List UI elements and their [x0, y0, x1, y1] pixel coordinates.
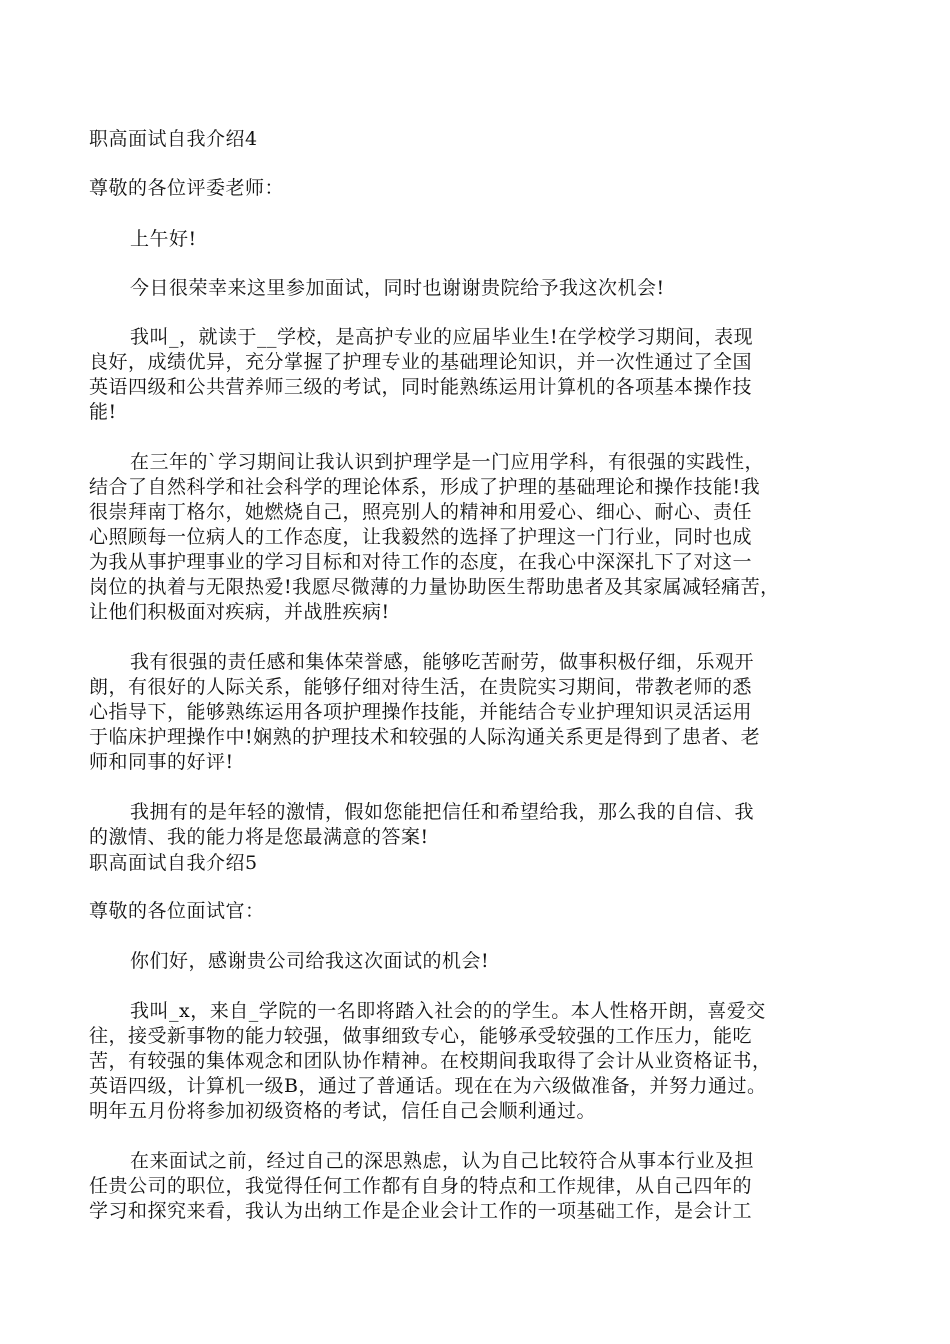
- paragraph-line: 良好，成绩优异，充分掌握了护理专业的基础理论知识，并一次性通过了全国: [89, 351, 753, 373]
- paragraph-line: 我拥有的是年轻的激情，假如您能把信任和希望给我，那么我的自信、我: [130, 801, 755, 823]
- paragraph-line: 朗，有很好的人际关系，能够仔细对待生活，在贵院实习期间，带教老师的悉: [89, 676, 753, 698]
- paragraph-line: 的激情、我的能力将是您最满意的答案!: [89, 826, 429, 848]
- paragraph-line: 我有很强的责任感和集体荣誉感，能够吃苦耐劳，做事积极仔细，乐观开: [130, 651, 755, 673]
- paragraph-line: 学习和探究来看，我认为出纳工作是企业会计工作的一项基础工作，是会计工: [89, 1200, 753, 1222]
- paragraph-line: 能!: [89, 401, 117, 423]
- greeting: 上午好!: [130, 228, 197, 250]
- salutation: 尊敬的各位评委老师：: [89, 177, 285, 199]
- paragraph-line: 师和同事的好评!: [89, 751, 234, 773]
- salutation: 尊敬的各位面试官：: [89, 900, 265, 922]
- paragraph-line: 往，接受新事物的能力较强，做事细致专心，能够承受较强的工作压力，能吃: [89, 1025, 753, 1047]
- paragraph-line: 心照顾每一位病人的工作态度，让我毅然的选择了护理这一门行业，同时也成: [89, 526, 753, 548]
- greeting: 你们好，感谢贵公司给我这次面试的机会!: [130, 950, 490, 972]
- paragraph-line: 为我从事护理事业的学习目标和对待工作的态度，在我心中深深扎下了对这一: [89, 551, 753, 573]
- paragraph-line: 英语四级和公共营养师三级的考试，同时能熟练运用计算机的各项基本操作技: [89, 376, 753, 398]
- paragraph-line: 我叫_x，来自_学院的一名即将踏入社会的的学生。本人性格开朗，喜爱交: [130, 1000, 766, 1022]
- section-title: 职高面试自我介绍5: [89, 852, 258, 874]
- paragraph-line: 结合了自然科学和社会科学的理论体系，形成了护理的基础理论和操作技能!我: [89, 476, 761, 498]
- paragraph-line: 英语四级，计算机一级B，通过了普通话。现在在为六级做准备，并努力通过。: [89, 1075, 767, 1097]
- section-title: 职高面试自我介绍4: [89, 128, 258, 150]
- paragraph-line: 在三年的`学习期间让我认识到护理学是一门应用学科，有很强的实践性，: [130, 451, 765, 473]
- paragraph-line: 苦，有较强的集体观念和团队协作精神。在校期间我取得了会计从业资格证书，: [89, 1050, 772, 1072]
- paragraph-line: 于临床护理操作中!娴熟的护理技术和较强的人际沟通关系更是得到了患者、老: [89, 726, 761, 748]
- paragraph-line: 很崇拜南丁格尔，她燃烧自己，照亮别人的精神和用爱心、细心、耐心、责任: [89, 501, 753, 523]
- paragraph-line: 今日很荣幸来这里参加面试，同时也谢谢贵院给予我这次机会!: [130, 277, 665, 299]
- paragraph-line: 任贵公司的职位，我觉得任何工作都有自身的特点和工作规律，从自己四年的: [89, 1175, 753, 1197]
- paragraph-line: 明年五月份将参加初级资格的考试，信任自己会顺利通过。: [89, 1100, 597, 1122]
- paragraph-line: 在来面试之前，经过自己的深思熟虑，认为自己比较符合从事本行业及担: [130, 1150, 755, 1172]
- paragraph-line: 我叫_，就读于__学校，是高护专业的应届毕业生!在学校学习期间，表现: [130, 326, 754, 348]
- paragraph-line: 岗位的执着与无限热爱!我愿尽微薄的力量协助医生帮助患者及其家属减轻痛苦，: [89, 576, 780, 598]
- paragraph-line: 心指导下，能够熟练运用各项护理操作技能，并能结合专业护理知识灵活运用: [89, 701, 753, 723]
- paragraph-line: 让他们积极面对疾病，并战胜疾病!: [89, 601, 390, 623]
